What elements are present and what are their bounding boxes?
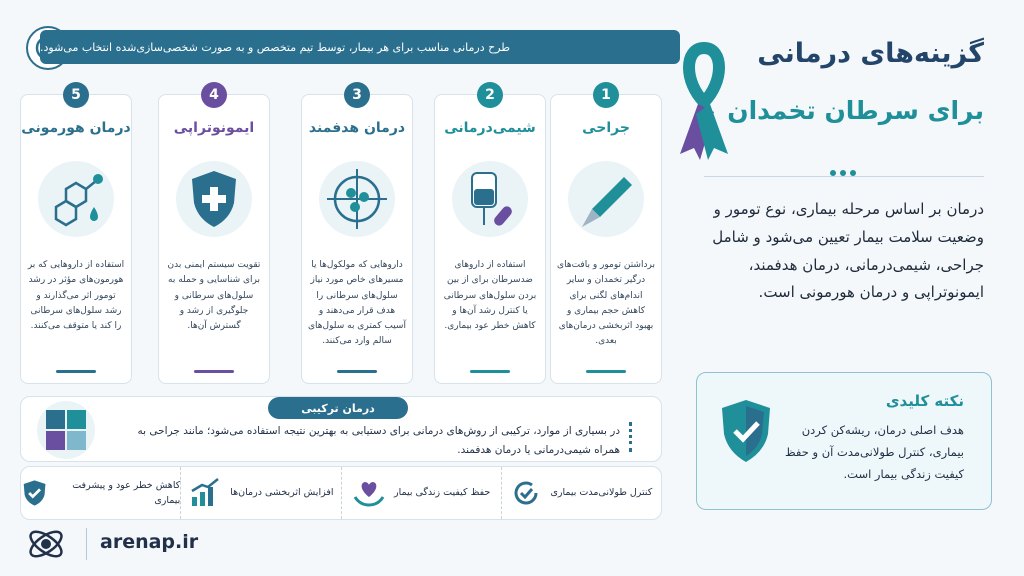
combo-dots xyxy=(629,422,633,452)
card-desc: استفاده از داروهای ضدسرطان برای از بین بردن سلول‌های سرطانی یا کنترل رشد آن‌ها و کاهش خطر عود بیماری. xyxy=(443,260,537,332)
card-desc: تقویت سیستم ایمنی بدن برای شناسایی و حمله به سلول‌های سرطانی و جلوگیری از رشد و گسترش آن‌ها. xyxy=(167,260,261,332)
banner-text: طرح درمانی مناسب برای هر بیمار، توسط تیم متخصص و به صورت شخصی‌سازی‌شده انتخاب می‌شود. xyxy=(40,40,511,54)
shield-check-icon xyxy=(716,396,776,470)
top-banner xyxy=(40,30,680,64)
page-title: گزینه‌های درمانی xyxy=(757,38,984,69)
card-chemotherapy xyxy=(434,87,546,384)
key-note-text: هدف اصلی درمان، ریشه‌کن کردن بیماری، کنترل طولانی‌مدت آن و حفظ کیفیت زندگی بیمار است. xyxy=(785,423,964,481)
scalpel-icon xyxy=(561,154,651,244)
card-desc: داروهایی که مولکول‌ها یا مسیرهای خاص مورد نیاز سلول‌های سرطانی را هدف قرار می‌دهند و آسیب کمتری به سلول‌های سالم وارد می‌کنند. xyxy=(308,260,406,347)
card-desc: برداشتن تومور و بافت‌های درگیر تخمدان و سایر اندام‌های لگنی برای کاهش حجم بیماری و بهبود اثربخشی درمان‌های بعدی. xyxy=(557,260,655,347)
card-bar xyxy=(194,370,234,373)
card-desc: استفاده از داروهایی که بر هورمون‌های مؤثر در رشد تومور اثر می‌گذارند و رشد سلول‌های سرطانی را کند یا متوقف می‌کنند. xyxy=(27,260,125,332)
card-number: 2 xyxy=(477,82,503,108)
benefit-text: افزایش اثربخشی درمان‌ها xyxy=(230,487,334,499)
card-title: شیمی‌درمانی xyxy=(444,120,536,136)
card-title: درمان هدفمند xyxy=(308,120,406,136)
benefit-text: کنترل طولانی‌مدت بیماری xyxy=(550,487,653,499)
card-number: 3 xyxy=(344,82,370,108)
card-number: 5 xyxy=(63,82,89,108)
title-divider xyxy=(704,176,984,177)
card-title: درمان هورمونی xyxy=(21,120,131,136)
brand-logo-icon xyxy=(24,522,68,566)
refresh-check-icon xyxy=(510,477,542,509)
shield-cross-icon xyxy=(169,154,259,244)
combo-text: در بسیاری از موارد، ترکیبی از روش‌های درمانی برای دستیابی به بهترین نتیجه استفاده می‌شود؛ مانند جراحی به همراه شیمی‌درمانی یا درمان هدفمند. xyxy=(137,425,620,456)
combo-title: درمان ترکیبی xyxy=(268,397,408,419)
page-subtitle: برای سرطان تخمدان xyxy=(727,96,984,125)
card-number: 1 xyxy=(593,82,619,108)
benefit-item xyxy=(180,467,340,519)
card-number: 4 xyxy=(201,82,227,108)
card-hormone-therapy xyxy=(20,87,132,384)
intro-text: درمان بر اساس مرحله بیماری، نوع تومور و وضعیت سلامت بیمار تعیین می‌شود و شامل جراحی، شیمی‌درمانی، درمان هدفمند، ایمونوتراپی و درمان هورمونی است. xyxy=(712,200,984,302)
card-title: ایمونوتراپی xyxy=(173,120,255,136)
growth-chart-icon xyxy=(188,477,222,509)
card-immunotherapy xyxy=(158,87,270,384)
card-bar xyxy=(337,370,377,373)
card-targeted-therapy xyxy=(301,87,413,384)
benefit-text: حفظ کیفیت زندگی بیمار xyxy=(393,487,491,499)
card-bar xyxy=(56,370,96,373)
card-bar xyxy=(586,370,626,373)
benefit-text: کاهش خطر عود و پیشرفت بیماری xyxy=(72,479,181,506)
card-title: جراحی xyxy=(582,120,630,136)
benefit-item xyxy=(501,467,661,519)
footer-divider xyxy=(86,528,87,560)
benefit-item xyxy=(21,467,180,519)
hormone-molecule-icon xyxy=(31,154,121,244)
website-url[interactable]: arenap.ir xyxy=(100,531,199,553)
shield-check-icon xyxy=(21,477,48,509)
key-note-title: نکته کلیدی xyxy=(885,392,964,410)
benefits-bar xyxy=(20,466,662,520)
iv-bag-icon xyxy=(445,154,535,244)
benefit-item xyxy=(341,467,501,519)
divider-dots xyxy=(830,170,856,176)
heart-hands-icon xyxy=(352,477,386,509)
card-bar xyxy=(470,370,510,373)
card-surgery xyxy=(550,87,662,384)
puzzle-icon xyxy=(36,400,96,464)
target-molecule-icon xyxy=(312,154,402,244)
